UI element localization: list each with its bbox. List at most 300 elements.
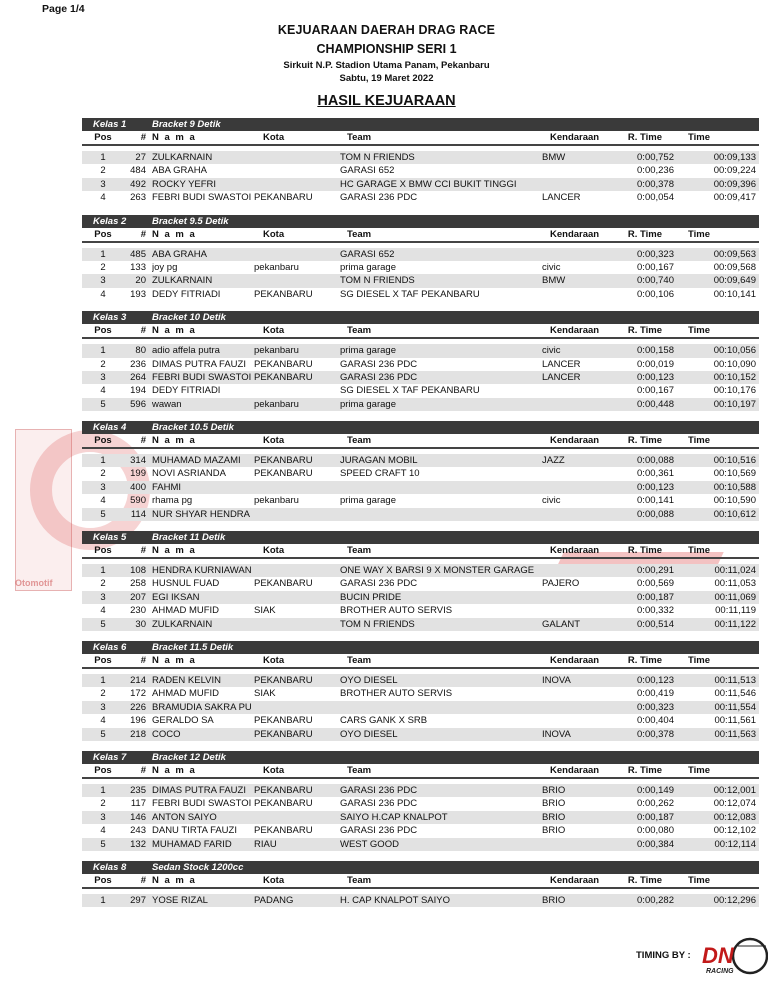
cell-nama: MUHAMAD FARID: [152, 838, 232, 850]
cell-num: 146: [130, 811, 146, 823]
cell-kota: SIAK: [254, 688, 276, 700]
column-header-num: #: [140, 654, 146, 666]
class-label: Kelas 2: [93, 215, 127, 227]
cell-pos: 5: [100, 838, 106, 850]
cell-rt: 0:00,752: [637, 152, 674, 163]
column-header-row: [82, 434, 759, 449]
cell-rt: 0:00,123: [637, 481, 674, 493]
cell-pos: 3: [100, 371, 106, 383]
column-header-rt: R. Time: [627, 874, 662, 886]
column-header-pos: Pos: [94, 874, 112, 886]
cell-kend: BMW: [542, 152, 566, 163]
cell-num: 193: [130, 288, 146, 300]
cell-nama: GERALDO SA: [152, 715, 214, 727]
cell-kend: BMW: [542, 275, 566, 287]
table-row: [82, 248, 759, 261]
cell-pos: 5: [100, 618, 106, 630]
cell-rt: 0:00,404: [637, 715, 674, 727]
table-row: [82, 811, 759, 824]
cell-tm: 00:12,114: [714, 838, 756, 850]
cell-kend: INOVA: [542, 728, 571, 740]
cell-team: prima garage: [340, 345, 396, 357]
bracket-label: Bracket 10.5 Detik: [152, 422, 234, 434]
cell-pos: 2: [100, 468, 106, 480]
cell-nama: rhama pg: [152, 495, 193, 507]
cell-num: 114: [130, 508, 146, 520]
section-title: HASIL KEJUARAAN: [317, 93, 456, 109]
cell-tm: 00:09,396: [713, 178, 756, 190]
column-header-rt: R. Time: [627, 764, 662, 776]
table-row: [82, 508, 759, 521]
column-header-tm: Time: [687, 132, 710, 143]
cell-team: GARASI 236 PDC: [340, 371, 418, 383]
cell-nama: adio affela putra: [152, 345, 220, 357]
cell-pos: 1: [100, 894, 106, 906]
class-block: [82, 861, 759, 907]
cell-tm: 00:12,296: [713, 894, 756, 906]
cell-num: 207: [130, 591, 146, 603]
class-block: [82, 215, 759, 302]
cell-tm: 00:11,563: [714, 728, 756, 740]
cell-rt: 0:00,088: [637, 455, 674, 467]
column-header-num: #: [140, 435, 146, 447]
class-header-bar: [82, 118, 759, 131]
column-header-pos: Pos: [94, 654, 112, 666]
column-header-kota: Kota: [263, 132, 285, 143]
cell-kend: JAZZ: [542, 455, 565, 467]
column-header-tm: Time: [687, 764, 710, 776]
cell-team: prima garage: [340, 398, 396, 410]
cell-kend: PAJERO: [542, 578, 580, 590]
column-header-num: #: [140, 325, 146, 337]
cell-team: TOM N FRIENDS: [340, 152, 415, 163]
cell-rt: 0:00,384: [637, 838, 674, 850]
table-row: [82, 687, 759, 700]
cell-rt: 0:00,167: [637, 261, 674, 273]
cell-pos: 5: [100, 398, 106, 410]
cell-nama: ANTON SAIYO: [152, 811, 217, 823]
cell-rt: 0:00,187: [637, 591, 674, 603]
cell-num: 27: [135, 152, 146, 163]
column-header-pos: Pos: [94, 545, 112, 557]
cell-rt: 0:00,149: [637, 784, 674, 796]
bracket-label: Sedan Stock 1200cc: [152, 861, 244, 873]
cell-tm: 00:12,102: [713, 825, 756, 837]
cell-rt: 0:00,740: [637, 275, 674, 287]
cell-kota: PEKANBARU: [254, 715, 313, 727]
cell-team: SG DIESEL X TAF PEKANBARU: [340, 288, 480, 300]
cell-rt: 0:00,291: [637, 565, 674, 577]
cell-team: SG DIESEL X TAF PEKANBARU: [340, 385, 480, 397]
cell-tm: 00:12,083: [713, 811, 756, 823]
column-header-rt: R. Time: [627, 545, 662, 557]
column-header-kend: Kendaraan: [550, 654, 600, 666]
cell-num: 226: [130, 701, 146, 713]
column-header-num: #: [140, 764, 146, 776]
cell-num: 30: [135, 618, 146, 630]
table-row: [82, 714, 759, 727]
cell-kend: civic: [542, 495, 561, 507]
column-header-kota: Kota: [263, 545, 285, 557]
cell-nama: wawan: [152, 398, 182, 410]
cell-kota: PEKANBARU: [254, 784, 313, 796]
column-header-team: Team: [347, 325, 372, 337]
cell-pos: 1: [100, 152, 106, 163]
cell-tm: 00:11,024: [714, 565, 756, 577]
column-header-tm: Time: [687, 435, 710, 447]
table-row: [82, 288, 759, 301]
cell-team: prima garage: [340, 495, 396, 507]
cell-kend: LANCER: [542, 192, 581, 204]
cell-tm: 00:10,516: [713, 455, 756, 467]
cell-num: 20: [135, 275, 146, 287]
cell-nama: HENDRA KURNIAWAN: [152, 565, 252, 577]
cell-tm: 00:10,612: [713, 508, 756, 520]
cell-rt: 0:00,167: [637, 385, 674, 397]
table-row: [82, 164, 759, 177]
column-header-nama: N a m a: [152, 228, 197, 240]
table-row: [82, 674, 759, 687]
cell-num: 218: [130, 728, 146, 740]
table-row: [82, 728, 759, 741]
class-label: Kelas 3: [93, 312, 127, 324]
cell-pos: 3: [100, 701, 106, 713]
cell-kota: PEKANBARU: [254, 825, 313, 837]
column-header-rt: R. Time: [627, 228, 662, 240]
column-header-kend: Kendaraan: [550, 874, 600, 886]
svg-text:DN: DN: [702, 943, 734, 968]
cell-pos: 5: [100, 508, 106, 520]
table-row: [82, 604, 759, 617]
cell-rt: 0:00,187: [637, 811, 674, 823]
table-row: [82, 591, 759, 604]
table-row: [82, 784, 759, 797]
cell-nama: FEBRI BUDI SWASTOI: [152, 192, 252, 204]
cell-num: 172: [130, 688, 146, 700]
bracket-label: Bracket 12 Detik: [152, 751, 226, 763]
column-header-row: [82, 544, 759, 559]
cell-team: GARASI 236 PDC: [340, 825, 418, 837]
bracket-label: Bracket 10 Detik: [152, 312, 226, 324]
cell-tm: 00:09,568: [713, 261, 756, 273]
cell-pos: 3: [100, 591, 106, 603]
cell-nama: AHMAD MUFID: [152, 688, 220, 700]
cell-rt: 0:00,106: [637, 288, 674, 300]
cell-rt: 0:00,054: [637, 192, 674, 204]
cell-kend: civic: [542, 345, 561, 357]
cell-tm: 00:10,152: [713, 371, 756, 383]
cell-num: 133: [130, 261, 146, 273]
cell-pos: 1: [100, 674, 106, 686]
cell-nama: DIMAS PUTRA FAUZI: [152, 784, 246, 796]
cell-kend: BRIO: [542, 798, 566, 810]
cell-pos: 3: [100, 811, 106, 823]
cell-kota: PEKANBARU: [254, 674, 313, 686]
cell-pos: 3: [100, 275, 106, 287]
cell-nama: DEDY FITRIADI: [152, 385, 221, 397]
cell-kend: INOVA: [542, 674, 571, 686]
column-header-pos: Pos: [94, 764, 112, 776]
class-block: [82, 118, 759, 205]
bracket-label: Bracket 9.5 Detik: [152, 215, 229, 227]
class-header-bar: [82, 751, 759, 764]
column-header-nama: N a m a: [152, 132, 197, 143]
cell-pos: 3: [100, 178, 106, 190]
cell-num: 214: [130, 674, 146, 686]
column-header-team: Team: [347, 764, 372, 776]
cell-kota: PEKANBARU: [254, 358, 313, 370]
cell-num: 108: [130, 565, 146, 577]
timing-label: TIMING BY :: [636, 950, 691, 961]
cell-team: GARASI 236 PDC: [340, 798, 418, 810]
cell-nama: ROCKY YEFRI: [152, 178, 217, 190]
cell-kend: civic: [542, 261, 561, 273]
cell-kota: PADANG: [254, 894, 294, 906]
cell-nama: DANU TIRTA FAUZI: [152, 825, 237, 837]
cell-kota: pekanbaru: [254, 261, 299, 273]
column-header-pos: Pos: [94, 228, 112, 240]
column-header-pos: Pos: [94, 132, 112, 143]
table-row: [82, 894, 759, 907]
class-label: Kelas 1: [93, 119, 127, 130]
cell-num: 297: [130, 894, 146, 906]
dn-racing-logo: [698, 936, 768, 976]
column-header-rt: R. Time: [627, 132, 662, 143]
cell-nama: MUHAMAD MAZAMI: [152, 455, 241, 467]
column-header-kota: Kota: [263, 654, 285, 666]
table-row: [82, 701, 759, 714]
cell-num: 196: [130, 715, 146, 727]
class-header-bar: [82, 531, 759, 544]
column-header-nama: N a m a: [152, 435, 197, 447]
table-row: [82, 577, 759, 590]
cell-kota: PEKANBARU: [254, 798, 313, 810]
cell-nama: ABA GRAHA: [152, 165, 207, 177]
cell-kota: RIAU: [254, 838, 277, 850]
cell-tm: 00:10,141: [713, 288, 756, 300]
class-block: [82, 751, 759, 851]
cell-kota: PEKANBARU: [254, 455, 313, 467]
column-header-tm: Time: [687, 228, 710, 240]
class-header-bar: [82, 311, 759, 324]
cell-tm: 00:11,513: [714, 674, 756, 686]
cell-num: 235: [130, 784, 146, 796]
event-date: Sabtu, 19 Maret 2022: [339, 73, 434, 84]
cell-team: CARS GANK X SRB: [340, 715, 428, 727]
cell-kend: LANCER: [542, 358, 581, 370]
event-subtitle: CHAMPIONSHIP SERI 1: [316, 42, 457, 56]
cell-num: 590: [130, 495, 146, 507]
table-row: [82, 824, 759, 837]
cell-nama: NUR SHYAR HENDRA: [152, 508, 251, 520]
column-header-row: [82, 324, 759, 339]
class-header-bar: [82, 215, 759, 228]
cell-rt: 0:00,323: [637, 701, 674, 713]
cell-kend: LANCER: [542, 371, 581, 383]
table-row: [82, 494, 759, 507]
column-header-pos: Pos: [94, 435, 112, 447]
cell-pos: 3: [100, 481, 106, 493]
page-number: Page 1/4: [42, 3, 85, 15]
column-header-rt: R. Time: [627, 435, 662, 447]
cell-rt: 0:00,361: [637, 468, 674, 480]
cell-pos: 4: [100, 192, 106, 204]
cell-team: TOM N FRIENDS: [340, 618, 415, 630]
cell-num: 230: [130, 605, 146, 617]
cell-tm: 00:09,417: [713, 192, 756, 204]
column-header-nama: N a m a: [152, 545, 197, 557]
bracket-label: Bracket 9 Detik: [152, 119, 221, 130]
cell-rt: 0:00,123: [637, 371, 674, 383]
cell-team: prima garage: [340, 261, 396, 273]
table-row: [82, 454, 759, 467]
cell-nama: FEBRI BUDI SWASTOI: [152, 798, 252, 810]
table-row: [82, 481, 759, 494]
cell-pos: 4: [100, 495, 106, 507]
cell-nama: COCO: [152, 728, 181, 740]
cell-kota: pekanbaru: [254, 345, 299, 357]
column-header-team: Team: [347, 874, 372, 886]
column-header-tm: Time: [687, 325, 710, 337]
cell-kota: PEKANBARU: [254, 192, 313, 204]
cell-tm: 00:09,224: [713, 165, 756, 177]
column-header-team: Team: [347, 545, 372, 557]
column-header-num: #: [140, 874, 146, 886]
cell-team: OYO DIESEL: [340, 728, 398, 740]
cell-pos: 2: [100, 261, 106, 273]
cell-nama: ABA GRAHA: [152, 248, 207, 260]
table-row: [82, 178, 759, 191]
cell-pos: 2: [100, 798, 106, 810]
cell-kota: PEKANBARU: [254, 578, 313, 590]
cell-rt: 0:00,019: [637, 358, 674, 370]
cell-tm: 00:10,197: [713, 398, 756, 410]
cell-team: BROTHER AUTO SERVIS: [340, 688, 453, 700]
table-row: [82, 467, 759, 480]
cell-nama: joy pg: [152, 261, 178, 273]
cell-kota: PEKANBARU: [254, 288, 313, 300]
cell-tm: 00:11,069: [714, 591, 756, 603]
cell-team: GARASI 236 PDC: [340, 784, 418, 796]
column-header-kend: Kendaraan: [550, 132, 600, 143]
column-header-row: [82, 874, 759, 889]
cell-tm: 00:09,649: [713, 275, 756, 287]
cell-rt: 0:00,378: [637, 728, 674, 740]
cell-tm: 00:11,053: [714, 578, 756, 590]
event-venue: Sirkuit N.P. Stadion Utama Panam, Pekanbaru: [283, 60, 490, 71]
cell-rt: 0:00,141: [637, 495, 674, 507]
class-block: [82, 641, 759, 741]
cell-team: GARASI 236 PDC: [340, 192, 418, 204]
cell-nama: DIMAS PUTRA FAUZI: [152, 358, 246, 370]
cell-rt: 0:00,236: [637, 165, 674, 177]
cell-tm: 00:11,122: [714, 618, 756, 630]
class-label: Kelas 6: [93, 641, 127, 653]
cell-num: 264: [130, 371, 146, 383]
column-header-pos: Pos: [94, 325, 112, 337]
cell-num: 80: [135, 345, 146, 357]
cell-pos: 1: [100, 784, 106, 796]
column-header-kend: Kendaraan: [550, 325, 600, 337]
cell-pos: 2: [100, 578, 106, 590]
cell-team: GARASI 652: [340, 165, 395, 177]
cell-nama: FAHMI: [152, 481, 182, 493]
cell-rt: 0:00,448: [637, 398, 674, 410]
cell-team: ONE WAY X BARSI 9 X MONSTER GARAGE: [340, 565, 535, 577]
cell-tm: 00:10,176: [713, 385, 756, 397]
cell-tm: 00:10,588: [713, 481, 756, 493]
cell-nama: ZULKARNAIN: [152, 152, 213, 163]
table-row: [82, 151, 759, 164]
cell-tm: 00:10,090: [713, 358, 756, 370]
cell-rt: 0:00,569: [637, 578, 674, 590]
column-header-nama: N a m a: [152, 654, 197, 666]
results-tables: [0, 118, 773, 917]
cell-kota: PEKANBARU: [254, 371, 313, 383]
cell-kend: BRIO: [542, 825, 566, 837]
cell-team: GARASI 236 PDC: [340, 578, 418, 590]
cell-nama: EGI IKSAN: [152, 591, 200, 603]
cell-kota: PEKANBARU: [254, 728, 313, 740]
cell-team: SAIYO H.CAP KNALPOT: [340, 811, 448, 823]
cell-nama: DEDY FITRIADI: [152, 288, 221, 300]
cell-rt: 0:00,378: [637, 178, 674, 190]
table-row: [82, 358, 759, 371]
column-header-rt: R. Time: [627, 325, 662, 337]
cell-team: WEST GOOD: [340, 838, 399, 850]
column-header-kend: Kendaraan: [550, 764, 600, 776]
column-header-kend: Kendaraan: [550, 228, 600, 240]
cell-rt: 0:00,123: [637, 674, 674, 686]
event-title: KEJUARAAN DAERAH DRAG RACE: [277, 23, 496, 37]
cell-tm: 00:09,133: [713, 152, 756, 163]
table-row: [82, 274, 759, 287]
table-row: [82, 261, 759, 274]
cell-num: 484: [130, 165, 146, 177]
column-header-kota: Kota: [263, 435, 285, 447]
cell-rt: 0:00,332: [637, 605, 674, 617]
cell-team: JURAGAN MOBIL: [340, 455, 418, 467]
class-label: Kelas 8: [93, 861, 127, 873]
cell-nama: RADEN KELVIN: [152, 674, 221, 686]
column-header-tm: Time: [687, 654, 710, 666]
class-block: [82, 311, 759, 411]
class-block: [82, 531, 759, 631]
cell-tm: 00:10,569: [713, 468, 756, 480]
column-header-team: Team: [347, 228, 372, 240]
cell-tm: 00:11,546: [714, 688, 756, 700]
cell-nama: HUSNUL FUAD: [152, 578, 220, 590]
column-header-rt: R. Time: [627, 654, 662, 666]
cell-num: 199: [130, 468, 146, 480]
class-label: Kelas 7: [93, 751, 127, 763]
cell-nama: NOVI ASRIANDA: [152, 468, 226, 480]
column-header-nama: N a m a: [152, 764, 197, 776]
column-header-kota: Kota: [263, 874, 285, 886]
cell-num: 263: [130, 192, 146, 204]
cell-nama: ZULKARNAIN: [152, 275, 213, 287]
cell-kend: BRIO: [542, 784, 566, 796]
table-row: [82, 384, 759, 397]
cell-pos: 4: [100, 288, 106, 300]
cell-rt: 0:00,419: [637, 688, 674, 700]
column-header-team: Team: [347, 132, 372, 143]
cell-nama: AHMAD MUFID: [152, 605, 220, 617]
column-header-kend: Kendaraan: [550, 435, 600, 447]
column-header-team: Team: [347, 654, 372, 666]
cell-pos: 2: [100, 688, 106, 700]
cell-num: 132: [130, 838, 146, 850]
